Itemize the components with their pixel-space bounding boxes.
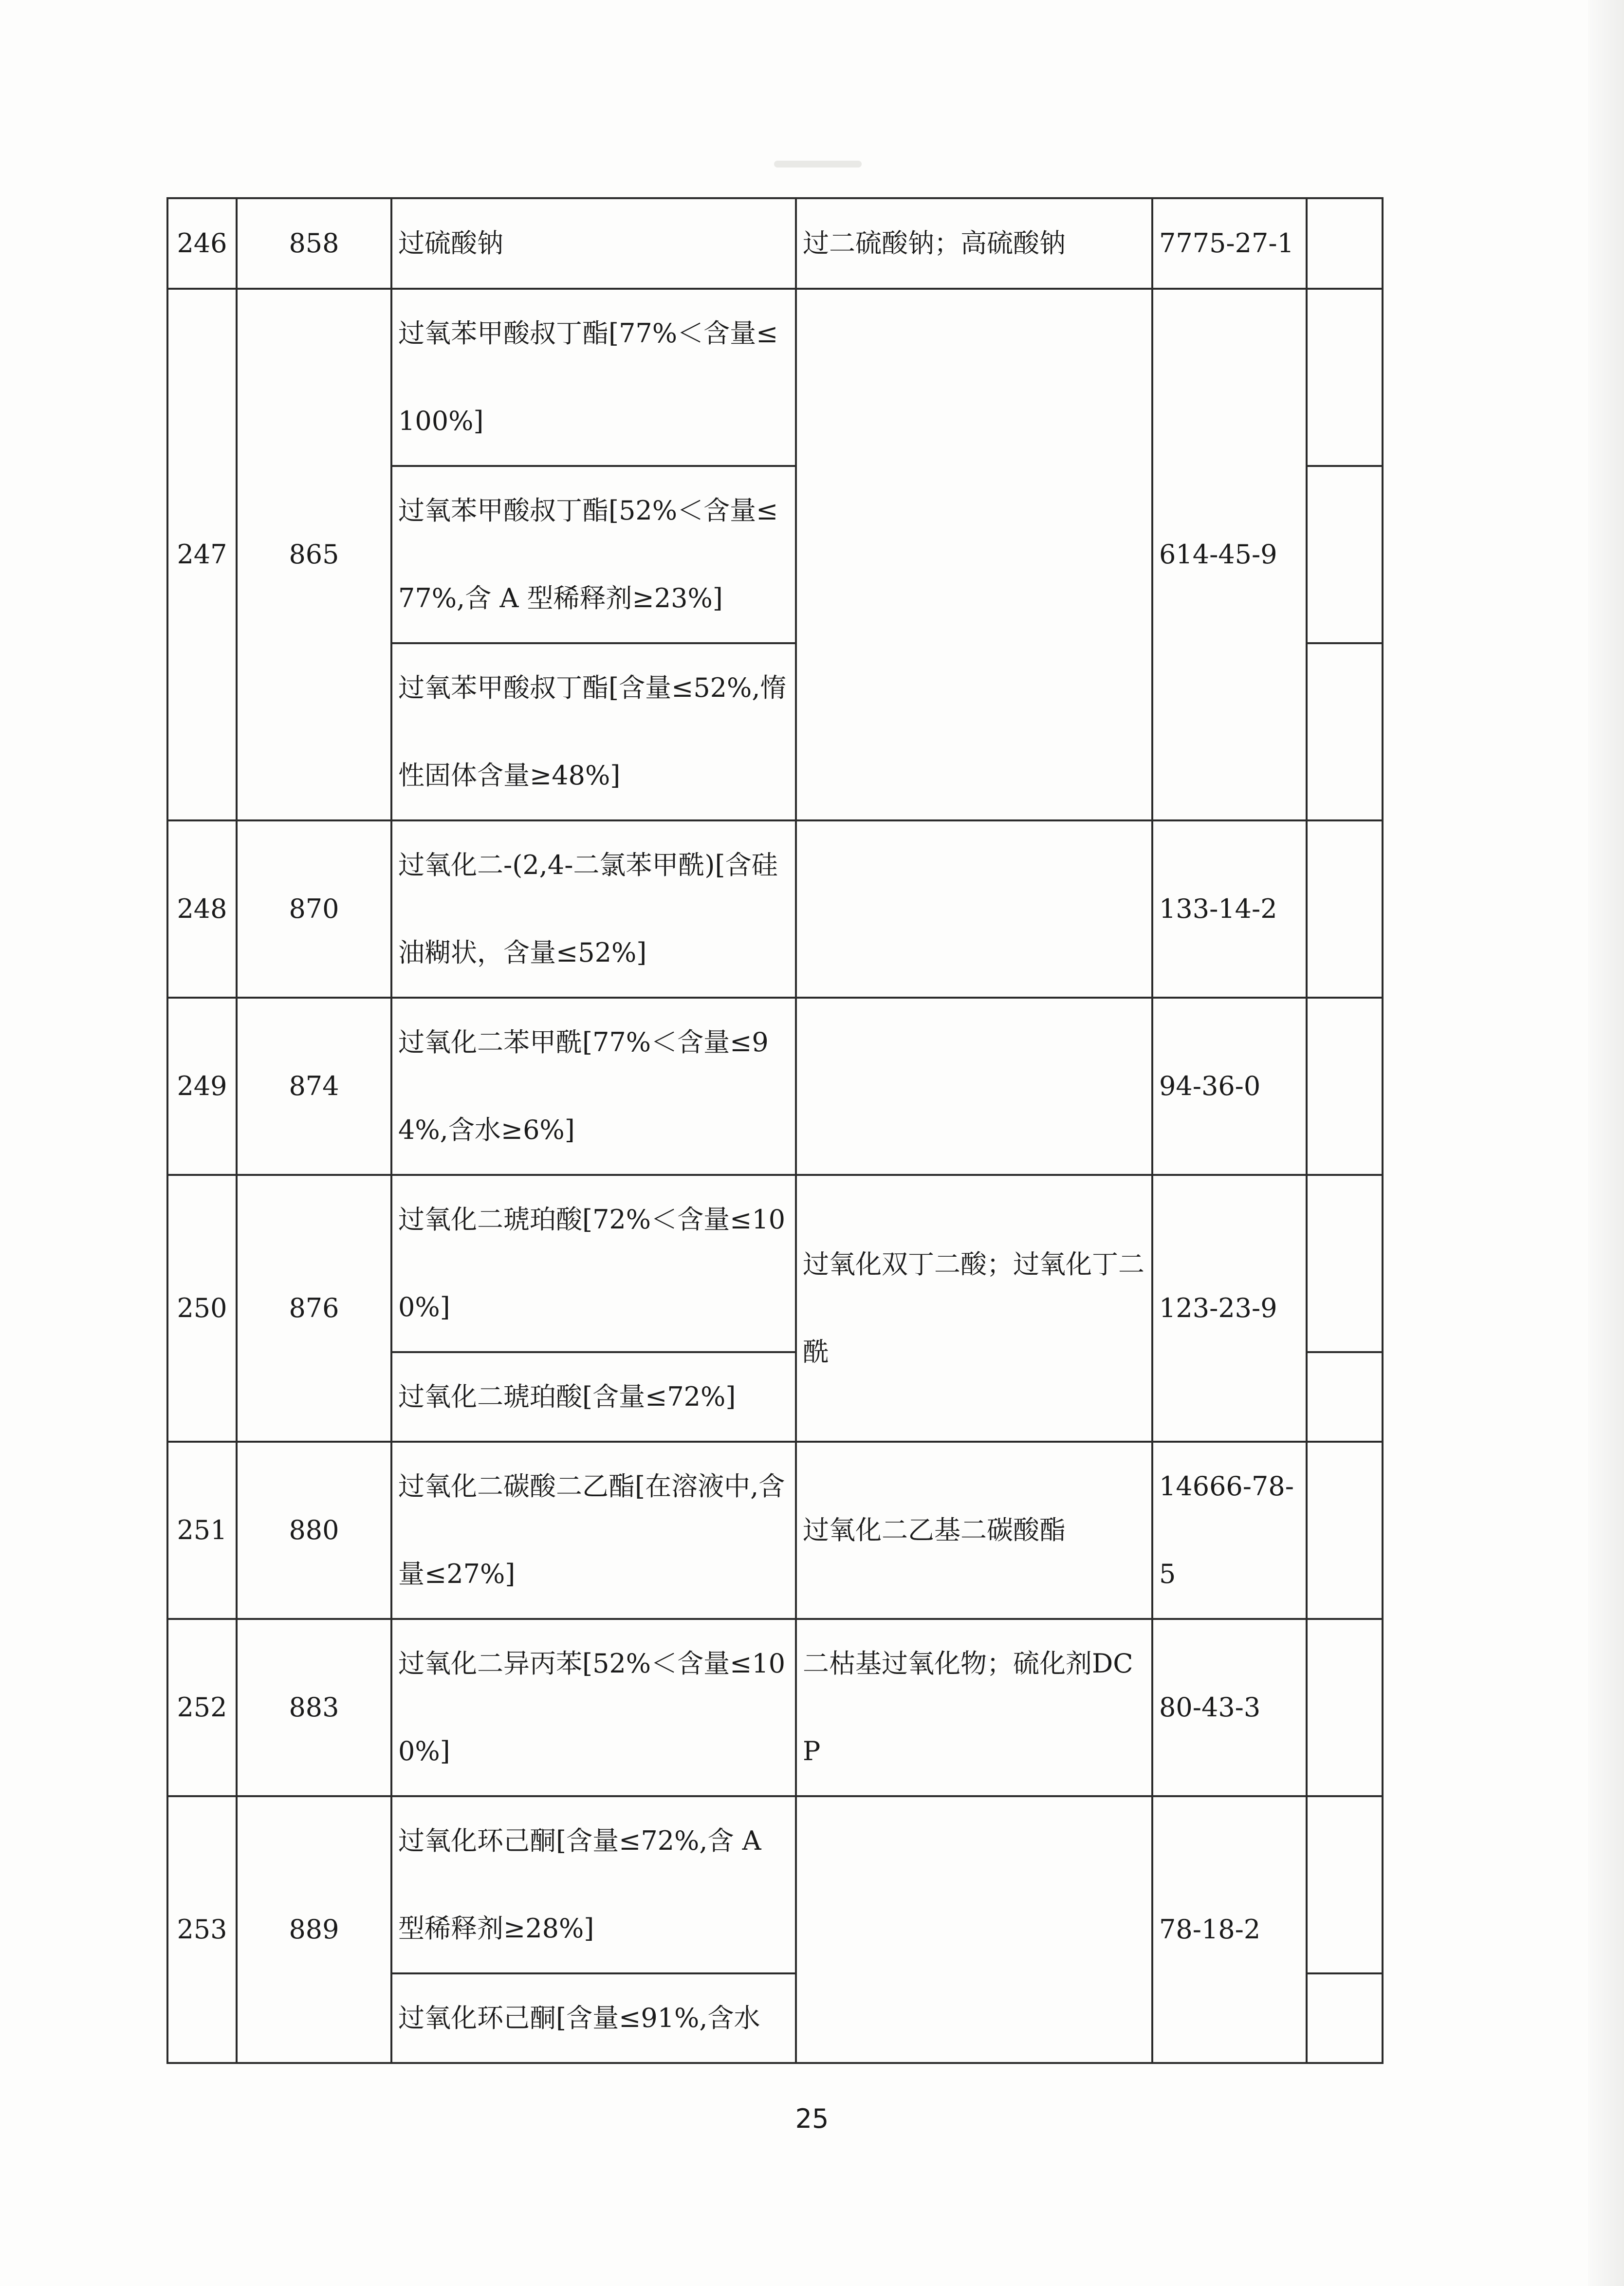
table-row — [167, 1175, 1383, 1352]
table-row — [167, 1619, 1383, 1796]
alias-cell — [796, 1796, 1152, 2063]
table-row — [167, 998, 1383, 1175]
remark-cell — [1307, 198, 1383, 289]
alias-cell: 二枯基过氧化物；硫化剂DCP — [796, 1619, 1152, 1796]
chemical-name-cell: 过氧化环己酮[含量≤91%,含水 — [391, 1973, 796, 2063]
code-cell: 876 — [237, 1175, 391, 1442]
chemical-name-cell: 过氧苯甲酸叔丁酯[52%＜含量≤77%,含 A 型稀释剂≥23%] — [391, 466, 796, 643]
page-edge-shadow — [1588, 0, 1624, 2286]
seq-cell: 252 — [167, 1619, 237, 1796]
chemical-name-cell: 过氧化二碳酸二乙酯[在溶液中,含量≤27%] — [391, 1442, 796, 1619]
seq-cell: 246 — [167, 198, 237, 289]
chemical-name-cell: 过硫酸钠 — [391, 198, 796, 289]
scan-artifact — [774, 161, 862, 167]
cas-cell: 14666-78-5 — [1152, 1442, 1307, 1619]
alias-cell — [796, 998, 1152, 1175]
remark-cell — [1307, 643, 1383, 820]
hazardous-chemicals-table — [166, 197, 1384, 2064]
remark-cell — [1307, 466, 1383, 643]
alias-cell: 过氧化双丁二酸；过氧化丁二酰 — [796, 1175, 1152, 1442]
seq-cell: 248 — [167, 820, 237, 998]
remark-cell — [1307, 289, 1383, 466]
code-cell: 874 — [237, 998, 391, 1175]
cas-cell: 80-43-3 — [1152, 1619, 1307, 1796]
alias-cell: 过二硫酸钠；高硫酸钠 — [796, 198, 1152, 289]
code-cell: 883 — [237, 1619, 391, 1796]
code-cell: 865 — [237, 289, 391, 820]
code-cell: 880 — [237, 1442, 391, 1619]
remark-cell — [1307, 1352, 1383, 1442]
seq-cell: 253 — [167, 1796, 237, 2063]
chemical-name-cell: 过氧苯甲酸叔丁酯[77%＜含量≤100%] — [391, 289, 796, 466]
remark-cell — [1307, 998, 1383, 1175]
cas-cell: 133-14-2 — [1152, 820, 1307, 998]
chemical-name-cell: 过氧化二苯甲酰[77%＜含量≤94%,含水≥6%] — [391, 998, 796, 1175]
alias-cell — [796, 289, 1152, 820]
remark-cell — [1307, 1973, 1383, 2063]
seq-cell: 249 — [167, 998, 237, 1175]
table-row — [167, 1796, 1383, 1973]
table-row — [167, 198, 1383, 289]
code-cell: 870 — [237, 820, 391, 998]
chemical-name-cell: 过氧苯甲酸叔丁酯[含量≤52%,惰性固体含量≥48%] — [391, 643, 796, 820]
table-row — [167, 820, 1383, 998]
chemical-name-cell: 过氧化二异丙苯[52%＜含量≤100%] — [391, 1619, 796, 1796]
seq-cell: 251 — [167, 1442, 237, 1619]
page-number: 25 — [795, 2103, 829, 2134]
seq-cell: 250 — [167, 1175, 237, 1442]
cas-cell: 94-36-0 — [1152, 998, 1307, 1175]
remark-cell — [1307, 820, 1383, 998]
remark-cell — [1307, 1619, 1383, 1796]
code-cell: 858 — [237, 198, 391, 289]
chemical-name-cell: 过氧化二琥珀酸[72%＜含量≤100%] — [391, 1175, 796, 1352]
table-row — [167, 1442, 1383, 1619]
chemical-name-cell: 过氧化二-(2,4-二氯苯甲酰)[含硅油糊状，含量≤52%] — [391, 820, 796, 998]
code-cell: 889 — [237, 1796, 391, 2063]
chemical-name-cell: 过氧化二琥珀酸[含量≤72%] — [391, 1352, 796, 1442]
cas-cell: 7775-27-1 — [1152, 198, 1307, 289]
cas-cell: 78-18-2 — [1152, 1796, 1307, 2063]
cas-cell: 614-45-9 — [1152, 289, 1307, 820]
chemical-name-cell: 过氧化环己酮[含量≤72%,含 A 型稀释剂≥28%] — [391, 1796, 796, 1973]
remark-cell — [1307, 1442, 1383, 1619]
remark-cell — [1307, 1175, 1383, 1352]
table-row — [167, 289, 1383, 466]
remark-cell — [1307, 1796, 1383, 1973]
alias-cell: 过氧化二乙基二碳酸酯 — [796, 1442, 1152, 1619]
seq-cell: 247 — [167, 289, 237, 820]
alias-cell — [796, 820, 1152, 998]
cas-cell: 123-23-9 — [1152, 1175, 1307, 1442]
